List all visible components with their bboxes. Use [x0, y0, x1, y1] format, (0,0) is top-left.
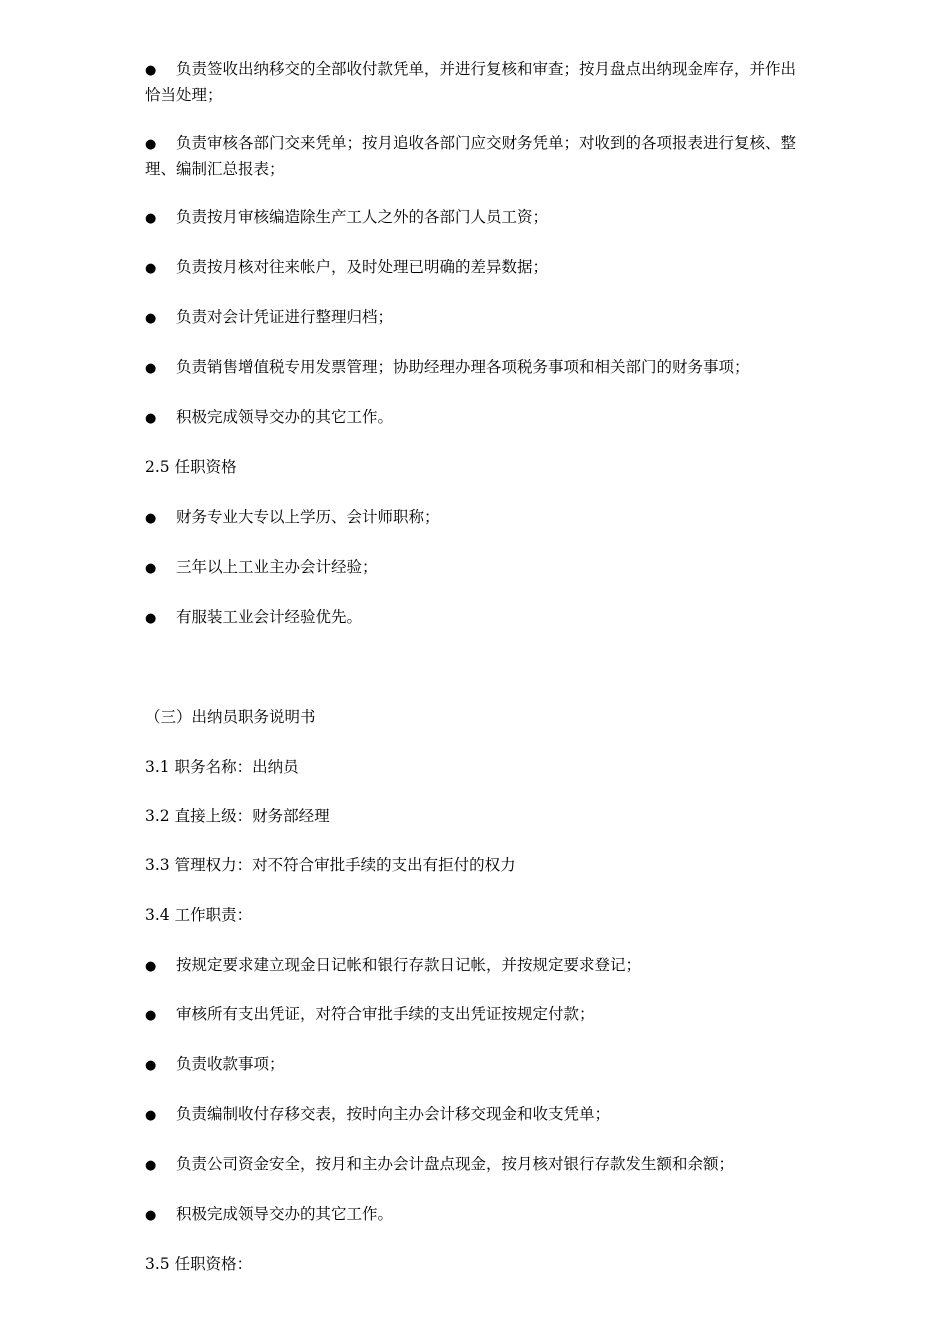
- management-authority: 3.3 管理权力：对不符合审批手续的支出有拒付的权力: [145, 856, 516, 874]
- duty-item: [145, 131, 810, 182]
- bullet-icon: ●: [145, 1008, 157, 1023]
- duty-item: [145, 205, 810, 231]
- bullet-icon: ●: [145, 511, 157, 526]
- bullet-icon: ●: [145, 311, 157, 326]
- duty-item: [145, 57, 810, 108]
- duty-text: 负责销售增值税专用发票管理；协助经理办理各项税务事项和相关部门的财务事项；: [176, 358, 750, 376]
- qualification-item: [145, 505, 810, 531]
- duty-item: [145, 405, 810, 431]
- duty-item: [145, 305, 810, 331]
- qualification-item: [145, 605, 810, 631]
- bullet-icon: ●: [145, 211, 157, 226]
- duty-text: 负责对会计凭证进行整理归档；: [176, 308, 394, 326]
- duty-item: [145, 1202, 810, 1228]
- bullet-icon: ●: [145, 561, 157, 576]
- bullet-icon: ●: [145, 137, 157, 152]
- duty-text: 负责审核各部门交来凭单；按月追收各部门应交财务凭单；对收到的各项报表进行复核、整理、编制汇总报表；: [145, 134, 797, 178]
- bullet-icon: ●: [145, 1058, 157, 1073]
- bullet-icon: ●: [145, 411, 157, 426]
- qualification-text: 财务专业大专以上学历、会计师职称；: [176, 508, 440, 526]
- bullet-icon: ●: [145, 361, 157, 376]
- duty-text: 按规定要求建立现金日记帐和银行存款日记帐，并按规定要求登记；: [176, 956, 642, 974]
- bullet-icon: ●: [145, 959, 157, 974]
- bullet-icon: ●: [145, 1208, 157, 1223]
- direct-superior: 3.2 直接上级：财务部经理: [145, 807, 330, 825]
- qualification-item: [145, 555, 810, 581]
- bullet-icon: ●: [145, 1158, 157, 1173]
- qualifications-heading: 3.5 任职资格：: [145, 1255, 253, 1273]
- qualification-text: 三年以上工业主办会计经验；: [176, 558, 378, 576]
- duty-item: [145, 1152, 810, 1178]
- duty-item: [145, 953, 810, 979]
- duty-text: 负责收款事项；: [176, 1055, 285, 1073]
- bullet-icon: ●: [145, 261, 157, 276]
- bullet-icon: ●: [145, 1108, 157, 1123]
- duty-text: 审核所有支出凭证，对符合审批手续的支出凭证按规定付款；: [176, 1005, 595, 1023]
- bullet-icon: ●: [145, 63, 157, 78]
- duties-heading: 3.4 工作职责：: [145, 906, 253, 924]
- duty-text: 负责公司资金安全，按月和主办会计盘点现金，按月核对银行存款发生额和余额；: [176, 1155, 735, 1173]
- duty-text: 负责编制收付存移交表，按时向主办会计移交现金和收支凭单；: [176, 1105, 611, 1123]
- duty-text: 负责按月审核编造除生产工人之外的各部门人员工资；: [176, 208, 549, 226]
- bullet-icon: ●: [145, 611, 157, 626]
- duty-text: 负责按月核对往来帐户，及时处理已明确的差异数据；: [176, 258, 549, 276]
- section-heading: 2.5 任职资格: [145, 458, 237, 476]
- duty-item: [145, 1102, 810, 1128]
- job-name: 3.1 职务名称：出纳员: [145, 758, 299, 776]
- duty-text: 积极完成领导交办的其它工作。: [176, 408, 394, 426]
- qualification-text: 有服装工业会计经验优先。: [176, 608, 363, 626]
- duty-text: 负责签收出纳移交的全部收付款凭单，并进行复核和审查；按月盘点出纳现金库存，并作出恰当处理；: [145, 60, 797, 104]
- duty-item: [145, 255, 810, 281]
- duty-item: [145, 1052, 810, 1078]
- section-title: （三）出纳员职务说明书: [145, 708, 316, 726]
- duty-item: [145, 355, 810, 381]
- duty-text: 积极完成领导交办的其它工作。: [176, 1205, 394, 1223]
- duty-item: [145, 1002, 810, 1028]
